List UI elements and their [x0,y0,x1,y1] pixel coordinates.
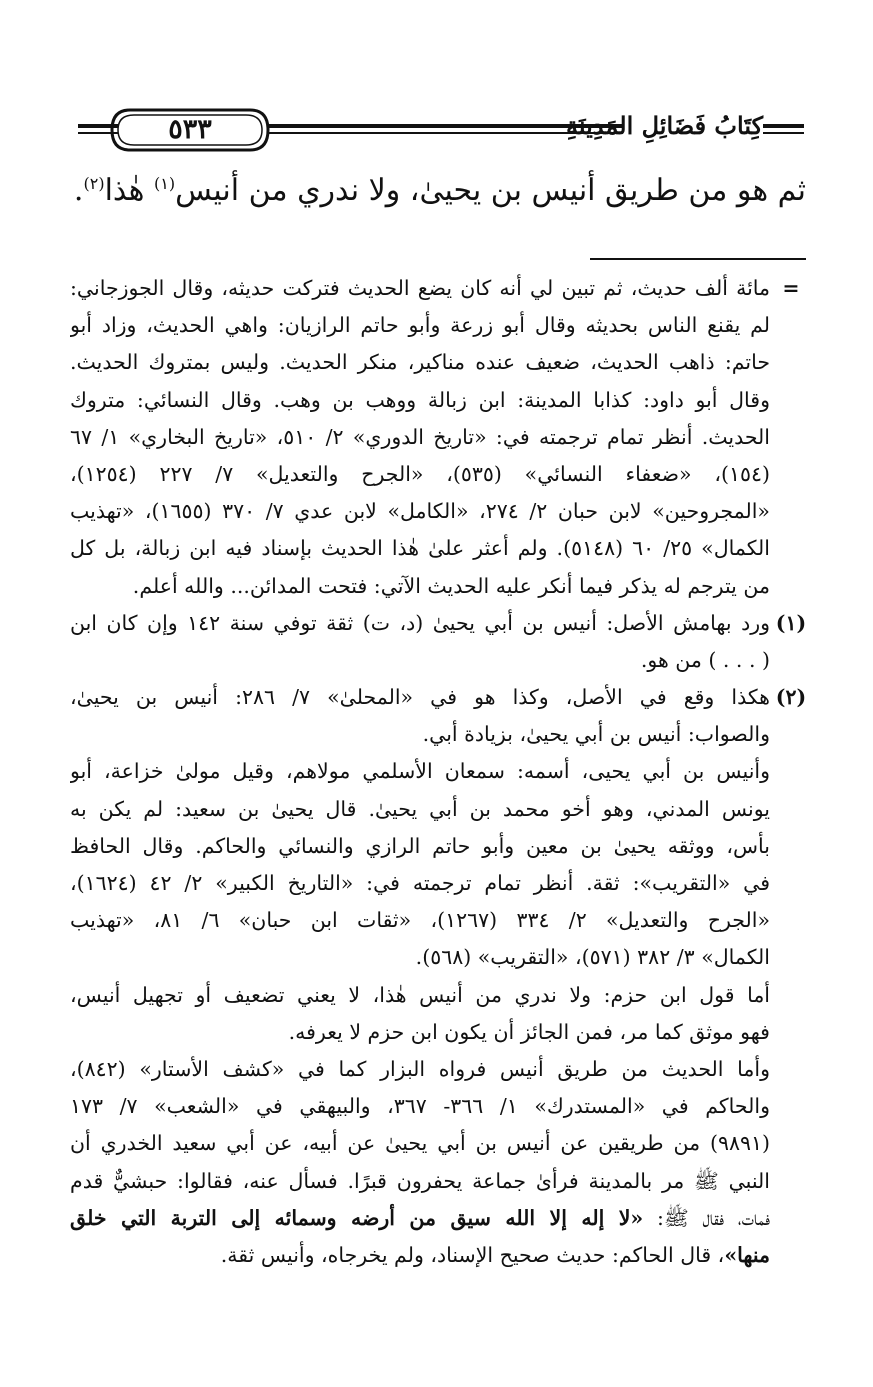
footnote-2-marker: (٢) [775,685,807,710]
footnote-ref-1: (١) [154,174,176,193]
footnote-line: (١٥٤)، «ضعفاء النسائي» (٥٣٥)، «الجرح والتعديل» ٧/ ٢٢٧ (١٢٥٤)، [70,461,770,486]
footnote-2 [70,679,808,1274]
footnote-line: والصواب: أنيس بن أبي يحيىٰ، بزيادة أبي. [422,722,770,747]
main-text [70,166,806,216]
book-title: كِتَابُ فَضَائِلِ المَدِينَةِ [566,111,763,140]
header-rule-right [763,124,804,134]
footnote-line: ورد بهامش الأصل: أنيس بن أبي يحيىٰ (د، ت) ثقة توفي سنة ١٤٢ وإن كان ابن [70,610,770,635]
continuation-marker: = [782,276,800,300]
footnote-line: لم يقنع الناس بحديثه وقال أبو زرعة وأبو حاتم الرازيان: واهي الحديث، وزاد أبو [70,313,770,338]
footnote-line: الكمال» ٢٥/ ٦٠ (٥١٤٨). ولم أعثر علىٰ هٰذا الحديث بإسناد فيه ابن زبالة، بل كل [70,536,770,561]
main-text-part2: هٰذا [104,173,155,208]
footnote-line [70,1200,770,1237]
footnote-line: وقال أبو داود: كذابا المدينة: ابن زبالة ووهب بن وهب. وقال النسائي: متروك [70,387,770,412]
page-number: ٥٣٣ [168,114,212,145]
footnote-line: «المجروحين» لابن حبان ٢/ ٢٧٤، «الكامل» لابن عدي ٧/ ٣٧٠ (١٦٥٥)، «تهذيب [70,499,770,524]
footnote-line: الحديث. أنظر تمام ترجمته في: «تاريخ الدوري» ٢/ ٥١٠، «تاريخ البخاري» ١/ ٦٧ [70,424,770,449]
main-text-part1: ثم هو من طريق أنيس بن يحيىٰ، ولا ندري من أنيس [175,173,806,208]
footnote-1-marker: (١) [775,610,807,635]
footnote-line: من يترجم له يذكر فيما أنكر عليه الحديث الآتي: فتحت المدائن... والله أعلم. [132,573,770,598]
footnote-line: ( . . . ) من هو. [640,647,770,672]
footnote-separator [590,258,806,260]
footnote-line: أما قول ابن حزم: ولا ندري من أنيس هٰذا، لا يعني تضعيف أو تجهيل أنيس، [70,982,770,1007]
page-header [78,104,804,156]
footnote-line: حاتم: ذاهب الحديث، ضعيف عنده مناكير، منكر الحديث. وليس بمتروك الحديث. [70,350,770,375]
footnote-line: فهو موثق كما مر، فمن الجائز أن يكون ابن حزم لا يعرفه. [288,1019,770,1044]
footnote-continuation [70,270,808,605]
hadith-quote: «لا إله إلا الله سيق من أرضه وسمائه إلى التربة التي خلق [70,1205,644,1230]
footnote-line: وأنيس بن أبي يحيى، أسمه: سمعان الأسلمي مولاهم، وقيل مولىٰ خزاعة، أبو [70,759,770,784]
footnote-line: النبي ﷺ مر بالمدينة فرأىٰ جماعة يحفرون قبرًا. فسأل عنه، فقالوا: حبشيٌّ قدم [70,1168,770,1193]
footnote-ref-2: (٢) [83,174,105,193]
hadith-grading: ، قال الحاكم: حديث صحيح الإسناد، ولم يخرجاه، وأنيس ثقة. [220,1242,725,1267]
footnotes [70,270,808,1274]
page-number-badge [110,106,270,154]
footnote-line: مائة ألف حديث، ثم تبين لي أنه كان يضع الحديث فتركت حديثه، وقال الجوزجاني: [70,276,770,300]
footnote-line: (٩٨٩١) من طريقين عن أنيس بن أبي يحيىٰ عن أبيه، عن أبي سعيد الخدري أن [70,1131,770,1156]
footnote-line: هكذا وقع في الأصل، وكذا هو في «المحلىٰ» ٧/ ٢٨٦: أنيس بن يحيىٰ، [70,685,770,710]
footnote-line: وأما الحديث من طريق أنيس فرواه البزار كما في «كشف الأستار» (٨٤٢)، [70,1056,770,1081]
footnote-line: في «التقريب»: ثقة. أنظر تمام ترجمته في: «التاريخ الكبير» ٢/ ٤٢ (١٦٢٤)، [70,871,770,895]
main-text-part3: . [73,173,84,208]
footnote-line [70,1237,770,1274]
footnote-line: والحاكم في «المستدرك» ١/ ٣٦٦- ٣٦٧، والبيهقي في «الشعب» ٧/ ١٧٣ [70,1094,770,1119]
hadith-intro: فمات، فقال ﷺ: [643,1205,770,1230]
footnote-line: الكمال» ٣/ ٣٨٢ (٥٧١)، «التقريب» (٥٦٨). [415,945,770,970]
footnote-line: بأس، ووثقه يحيىٰ بن معين وأبو حاتم الرازي والنسائي والحاكم. وقال الحافظ [70,833,770,858]
footnote-1 [70,605,808,679]
footnote-line: يونس المدني، وهو أخو محمد بن أبي يحيىٰ. قال يحيىٰ بن سعيد: لم يكن به [70,796,770,821]
hadith-quote-end: منها» [724,1242,770,1267]
footnote-line: «الجرح والتعديل» ٢/ ٣٣٤ (١٢٦٧)، «ثقات ابن حبان» ٦/ ٨١، «تهذيب [70,908,770,933]
